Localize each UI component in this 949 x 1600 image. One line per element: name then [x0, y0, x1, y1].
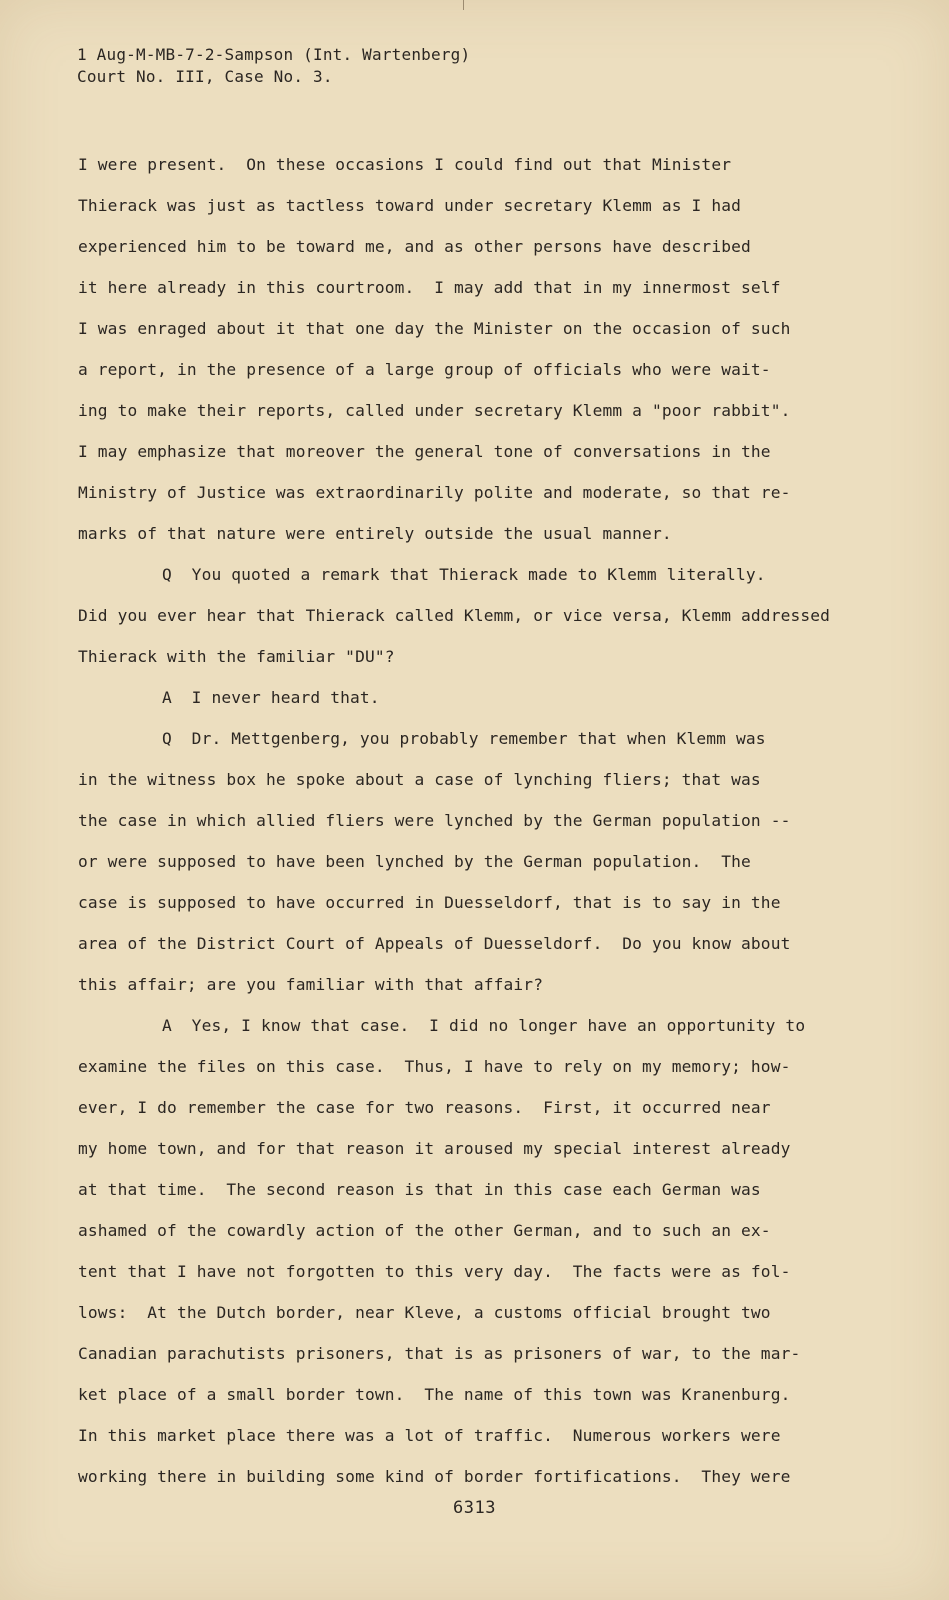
- transcript-line: it here already in this courtroom. I may add that in my innermost self: [78, 278, 781, 297]
- transcript-line: lows: At the Dutch border, near Kleve, a customs official brought two: [78, 1303, 771, 1322]
- header-reference-line: 1 Aug-M-MB-7-2-Sampson (Int. Wartenberg): [77, 45, 471, 64]
- transcript-line: the case in which allied fliers were lynched by the German population --: [78, 811, 791, 830]
- transcript-line: this affair; are you familiar with that affair?: [78, 975, 544, 994]
- transcript-line: a report, in the presence of a large group of officials who were wait-: [78, 360, 771, 379]
- transcript-line: Thierack with the familiar "DU"?: [78, 647, 395, 666]
- transcript-line: in the witness box he spoke about a case of lynching fliers; that was: [78, 770, 761, 789]
- transcript-line: ever, I do remember the case for two reasons. First, it occurred near: [78, 1098, 771, 1117]
- transcript-line: ing to make their reports, called under secretary Klemm a "poor rabbit".: [78, 401, 791, 420]
- transcript-line: Q You quoted a remark that Thierack made to Klemm literally.: [162, 565, 766, 584]
- transcript-line: my home town, and for that reason it aroused my special interest already: [78, 1139, 791, 1158]
- transcript-line: I was enraged about it that one day the Minister on the occasion of such: [78, 319, 791, 338]
- transcript-line: or were supposed to have been lynched by the German population. The: [78, 852, 751, 871]
- transcript-line: working there in building some kind of border fortifications. They were: [78, 1467, 791, 1486]
- transcript-line: ket place of a small border town. The name of this town was Kranenburg.: [78, 1385, 791, 1404]
- transcript-body: [78, 144, 868, 1497]
- header-court-line: Court No. III, Case No. 3.: [77, 67, 333, 86]
- page-number: 6313: [453, 1498, 496, 1518]
- transcript-line: area of the District Court of Appeals of Duesseldorf. Do you know about: [78, 934, 791, 953]
- transcript-line: examine the files on this case. Thus, I have to rely on my memory; how-: [78, 1057, 791, 1076]
- transcript-line: Canadian parachutists prisoners, that is as prisoners of war, to the mar-: [78, 1344, 801, 1363]
- transcript-line: at that time. The second reason is that in this case each German was: [78, 1180, 761, 1199]
- transcript-line: A I never heard that.: [162, 688, 380, 707]
- transcript-line: case is supposed to have occurred in Duesseldorf, that is to say in the: [78, 893, 781, 912]
- document-header: [77, 44, 470, 88]
- transcript-line: Thierack was just as tactless toward under secretary Klemm as I had: [78, 196, 742, 215]
- transcript-line: Did you ever hear that Thierack called Klemm, or vice versa, Klemm addressed: [78, 606, 831, 625]
- transcript-line: tent that I have not forgotten to this very day. The facts were as fol-: [78, 1262, 791, 1281]
- transcript-line: Ministry of Justice was extraordinarily polite and moderate, so that re-: [78, 483, 791, 502]
- fold-mark: [463, 0, 464, 10]
- transcript-line: I may emphasize that moreover the general tone of conversations in the: [78, 442, 771, 461]
- transcript-line: A Yes, I know that case. I did no longer have an opportunity to: [162, 1016, 806, 1035]
- transcript-line: marks of that nature were entirely outside the usual manner.: [78, 524, 672, 543]
- transcript-line: I were present. On these occasions I could find out that Minister: [78, 155, 732, 174]
- transcript-line: experienced him to be toward me, and as other persons have described: [78, 237, 751, 256]
- transcript-line: In this market place there was a lot of traffic. Numerous workers were: [78, 1426, 781, 1445]
- transcript-line: Q Dr. Mettgenberg, you probably remember that when Klemm was: [162, 729, 766, 748]
- transcript-line: ashamed of the cowardly action of the other German, and to such an ex-: [78, 1221, 771, 1240]
